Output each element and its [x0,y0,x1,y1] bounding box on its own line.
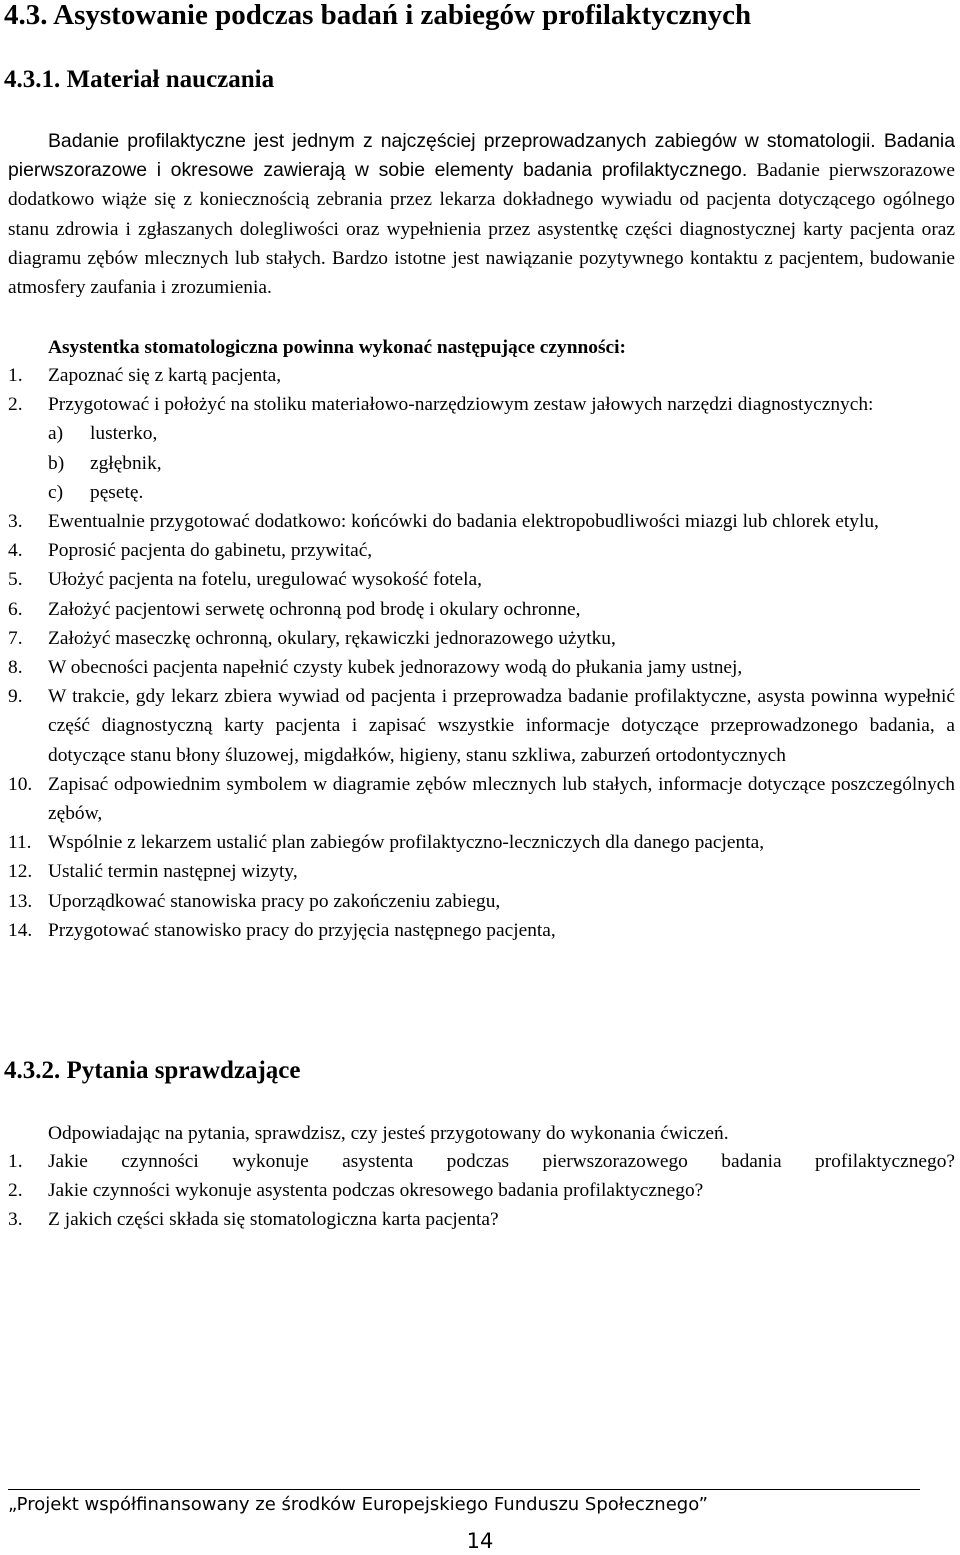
intro-sentence-sans: Badanie profilaktyczne jest jednym z najczęściej przeprowadzanych zabiegów w stomatologii. Badania pierwszorazowe i okresowe zawierają w sobie elementy badania profilaktycznego. [8,130,955,182]
section-heading: 4.3. Asystowanie podczas badań i zabiegów profilaktycznych [4,0,752,31]
list-item [0,390,955,507]
question-text: Jakie czynności wykonuje asystenta podczas pierwszorazowego badania profilaktycznego? [48,1151,955,1172]
list-number: 9. [8,686,23,708]
intro-paragraph [8,127,955,302]
list-text: Wspólnie z lekarzem ustalić plan zabiegów profilaktyczno-leczniczych dla danego pacjenta, [48,832,765,854]
questions-intro: Odpowiadając na pytania, sprawdzisz, czy jesteś przygotowany do wykonania ćwiczeń. [48,1123,729,1144]
list-item [0,828,955,857]
list-text: Zapisać odpowiednim symbolem w diagramie zębów mlecznych lub stałych, informacje dotyczące poszczególnych zębów, [48,773,955,825]
footer-funding-note: „Projekt współfinansowany ze środków Europejskiego Funduszu Społecznego” [8,1494,708,1515]
list-number: 7. [8,627,23,649]
list-text: Przygotować i położyć na stoliku materiałowo-narzędziowym zestaw jałowych narzędzi diagnostycznych: [48,394,874,416]
list-number: 11. [8,832,32,854]
list-number: 4. [8,540,23,562]
duties-heading: Asystentka stomatologiczna powinna wykonać następujące czynności: [48,337,626,358]
list-text: Uporządkować stanowiska pracy po zakończeniu zabiegu, [48,890,501,912]
list-text: W obecności pacjenta napełnić czysty kubek jednorazowy wodą do płukania jamy ustnej, [48,657,743,679]
list-number: 6. [8,598,23,620]
list-number: 8. [8,657,23,679]
list-text: Ułożyć pacjenta na fotelu, uregulować wysokość fotela, [48,569,482,591]
list-item [0,595,955,624]
list-item [0,770,955,828]
list-text: W trakcie, gdy lekarz zbiera wywiad od pacjenta i przeprowadza badanie profilaktyczne, asysta powinna wypełnić część diagnostyczną karty pacjenta i zapisać wszystkie informacje dotyczące przeprowadzonego badania, a dotyczące stanu błony śluzowej, migdałków, higieny, stanu szkliwa, zaburzeń ortodontycznych [48,686,955,766]
list-number: 2. [8,394,23,416]
question-item [0,1176,955,1205]
intro-sentence-serif: Badanie pierwszorazowe dodatkowo wiąże się z koniecznością zebrania przez lekarza dokładnego wywiadu od pacjenta dotyczącego ogólnego stanu zdrowia i zgłaszanych dolegliwości oraz wypełnienia przez asystentkę części diagnostycznej karty pacjenta oraz diagramu zębów mlecznych lub stałych. Bardzo istotne jest nawiązanie pozytywnego kontaktu z pacjentem, budowanie atmosfery zaufania i zrozumienia. [8,160,955,299]
list-item [0,565,955,594]
list-number: 14. [8,919,33,941]
list-number: 5. [8,569,23,591]
list-number: 10. [8,773,33,795]
list-text: Ustalić termin następnej wizyty, [48,861,298,883]
material-heading: 4.3.1. Materiał nauczania [4,66,275,93]
list-number: 13. [8,890,33,912]
list-number: 1. [8,365,23,386]
sublist-letter: a) [48,423,64,445]
sublist-letter: c) [48,481,64,503]
page-number: 14 [466,1529,494,1553]
questions-list [0,1147,955,1235]
sublist-letter: b) [48,452,65,474]
list-text: Zapoznać się z kartą pacjenta, [48,365,282,386]
list-item [0,887,955,916]
question-item [0,1205,955,1234]
sublist-item [48,419,955,448]
list-text: Założyć pacjentowi serwetę ochronną pod brodę i okulary ochronne, [48,598,581,620]
question-number: 1. [8,1151,23,1172]
duties-list [0,361,955,945]
sublist-text: zgłębnik, [90,452,162,474]
list-item [0,682,955,770]
list-text: Założyć maseczkę ochronną, okulary, rękawiczki jednorazowego użytku, [48,627,616,649]
questions-heading: 4.3.2. Pytania sprawdzające [4,1057,301,1084]
question-number: 2. [8,1180,23,1202]
list-item [0,653,955,682]
list-text: Poprosić pacjenta do gabinetu, przywitać, [48,540,373,562]
list-item [0,507,955,536]
list-text: Ewentualnie przygotować dodatkowo: końcówki do badania elektropobudliwości miazgi lub chlorek etylu, [48,511,879,533]
list-text: Przygotować stanowisko pracy do przyjęcia następnego pacjenta, [48,919,556,941]
list-item [0,857,955,886]
tools-sublist [48,419,955,507]
sublist-text: lusterko, [90,423,158,445]
sublist-item [48,449,955,478]
list-item [0,624,955,653]
question-number: 3. [8,1209,23,1231]
list-item [0,536,955,565]
sublist-text: pęsetę. [90,481,144,503]
question-item [0,1147,955,1176]
footer-divider [8,1489,920,1490]
list-item [0,361,955,390]
list-item [0,916,955,945]
list-number: 3. [8,511,23,533]
question-text: Z jakich części składa się stomatologiczna karta pacjenta? [48,1209,499,1231]
list-number: 12. [8,861,33,883]
question-text: Jakie czynności wykonuje asystenta podczas okresowego badania profilaktycznego? [48,1180,704,1202]
sublist-item [48,478,955,507]
